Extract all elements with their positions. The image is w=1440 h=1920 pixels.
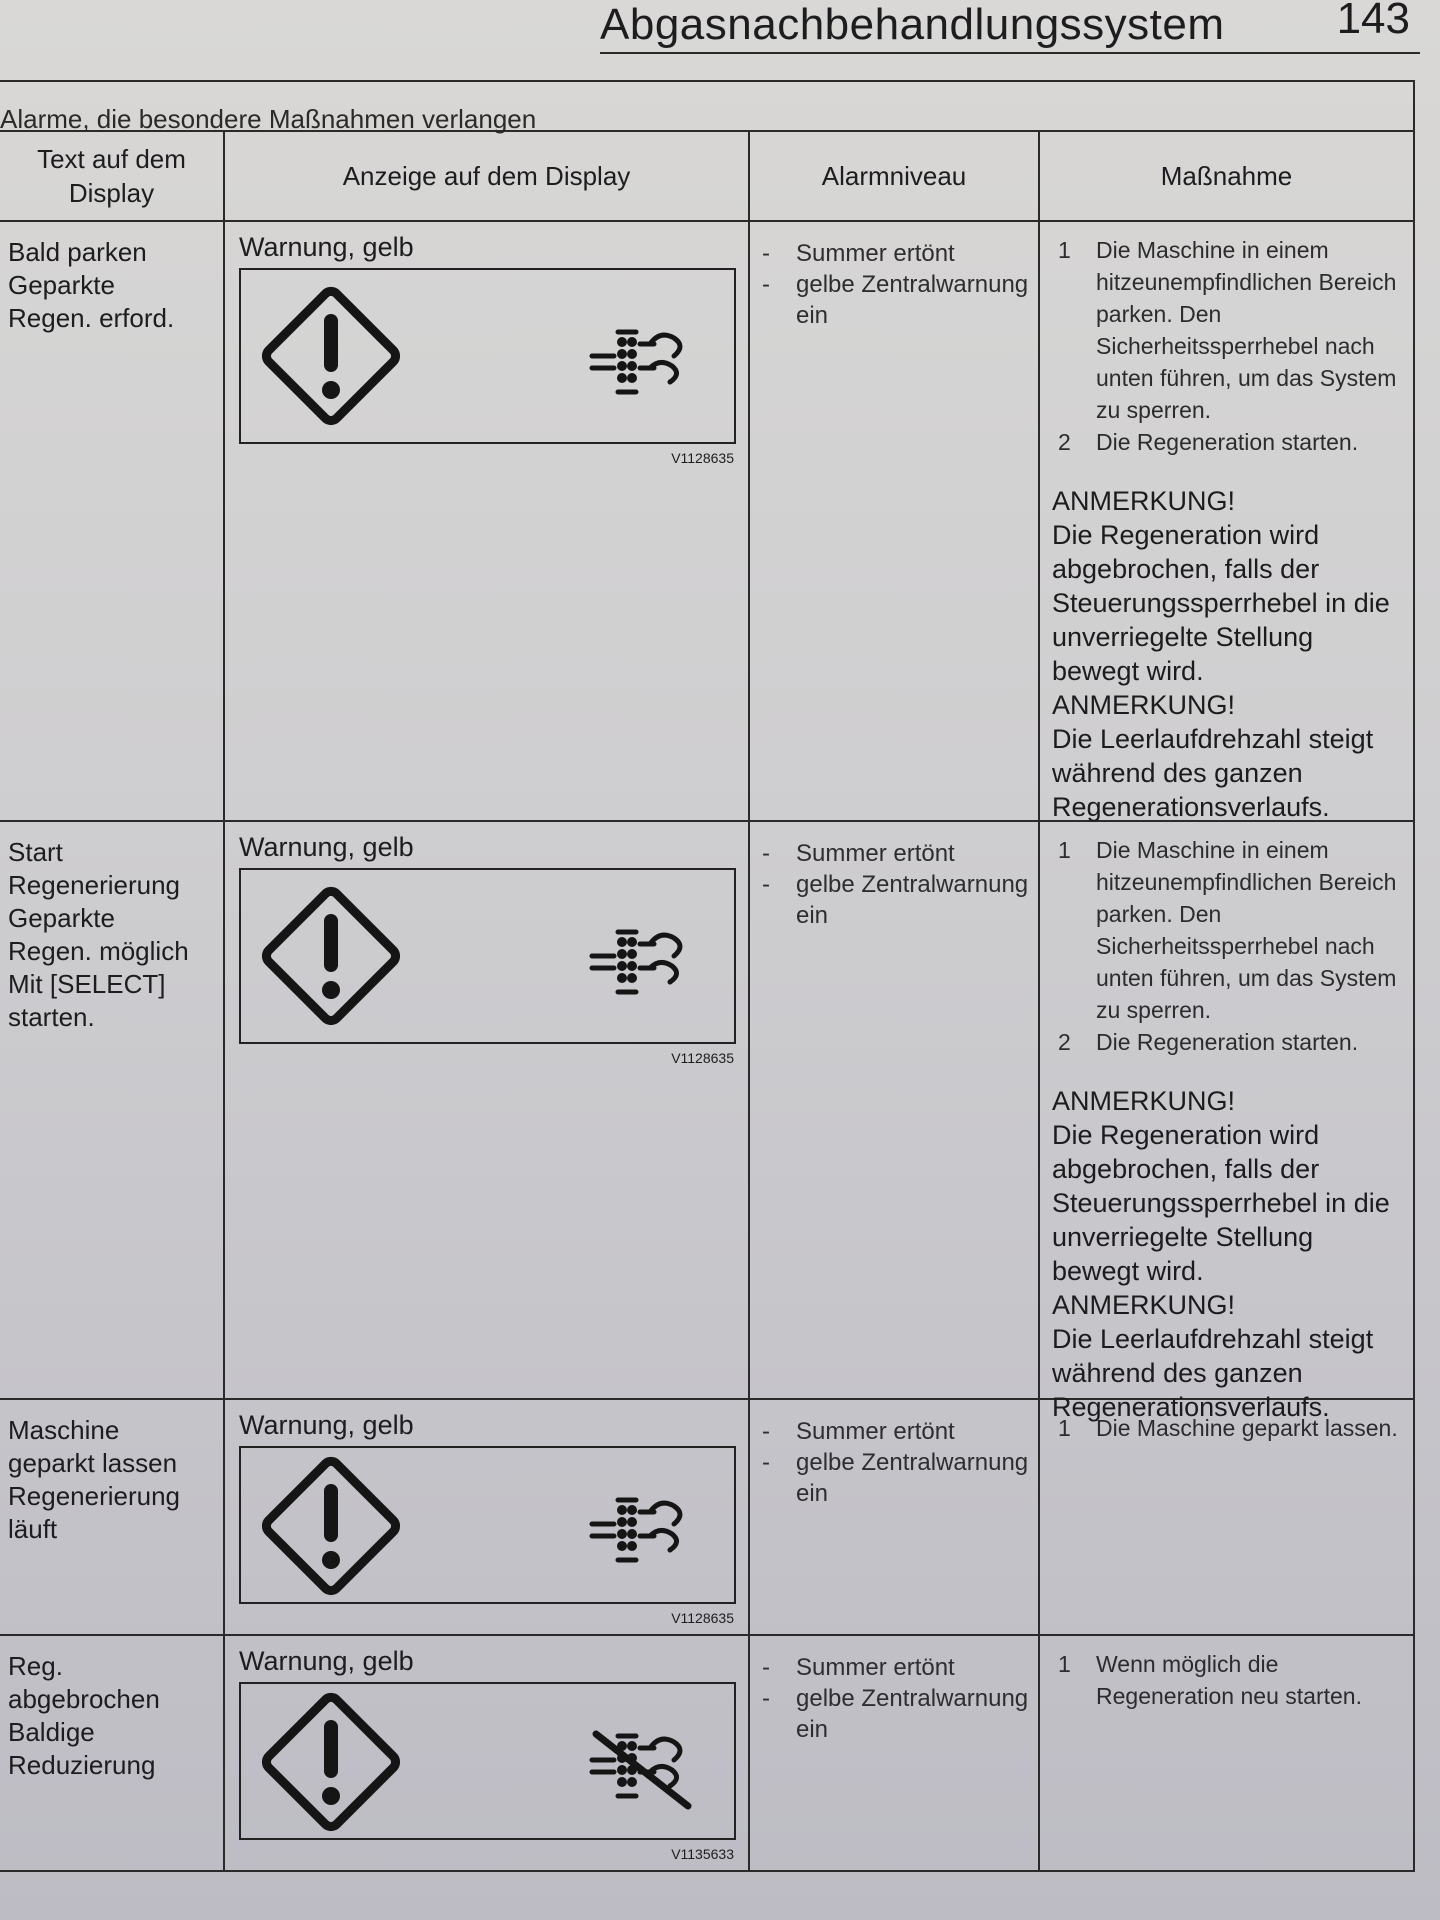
step-number: 1	[1058, 237, 1071, 263]
step-text: Wenn möglich die Regeneration neu starten.	[1096, 1651, 1362, 1709]
list-dash: -	[762, 1418, 770, 1445]
page-number: 143	[1336, 0, 1410, 43]
list-dash: -	[762, 240, 770, 267]
alarm-level-cell	[750, 1636, 1040, 1872]
display-text-cell	[0, 1400, 225, 1636]
column-header-display-indicator: Anzeige auf dem Display	[225, 132, 750, 222]
alarm-level-cell	[750, 222, 1040, 822]
display-indicator-cell	[225, 1400, 750, 1636]
action-cell	[1040, 1636, 1413, 1872]
list-dash: -	[762, 271, 770, 298]
note-title: ANMERKUNG!	[1052, 486, 1236, 516]
note-text: Die Leerlaufdrehzahl steigt während des ganzen Regenerationsverlaufs.	[1052, 1324, 1374, 1422]
display-text-line: Reduzierung	[8, 1750, 156, 1780]
dpf-regeneration-icon	[588, 1494, 698, 1574]
alarm-list-item	[762, 869, 1030, 931]
alarm-level-cell	[750, 1400, 1040, 1636]
display-indicator-cell	[225, 1636, 750, 1872]
display-text-cell	[0, 1636, 225, 1872]
note-title: ANMERKUNG!	[1052, 690, 1236, 720]
warning-diamond-icon	[261, 1692, 401, 1832]
display-screen-illustration	[239, 868, 736, 1044]
warning-diamond-icon	[261, 286, 401, 426]
column-header-alarm-level: Alarmniveau	[750, 132, 1040, 222]
alarm-text: Summer ertönt	[796, 840, 955, 867]
display-text-line: abgebrochen	[8, 1684, 160, 1714]
display-screen-illustration	[239, 268, 736, 444]
step-number: 1	[1058, 1651, 1071, 1677]
step-number: 2	[1058, 1029, 1071, 1055]
regeneration-disabled-icon	[588, 1730, 698, 1810]
alarm-table	[0, 80, 1415, 1872]
display-text-line: Geparkte	[8, 270, 115, 300]
note-text: Die Regeneration wird abgebrochen, falls der Steuerungssperrhebel in die unverriegelte Stellung bewegt wird.	[1052, 1120, 1390, 1286]
dpf-regeneration-icon	[588, 326, 698, 406]
alarm-text: gelbe Zentralwarnung ein	[796, 871, 1029, 929]
action-step	[1052, 1026, 1405, 1058]
step-text: Die Maschine in einem hitzeunempfindlichen Bereich parken. Den Sicherheitssperrhebel nach unten führen, um das System zu sperren.	[1096, 837, 1397, 1023]
list-dash: -	[762, 1449, 770, 1476]
action-step	[1052, 1412, 1405, 1444]
list-dash: -	[762, 1654, 770, 1681]
warning-level-label: Warnung, gelb	[239, 832, 414, 862]
alarm-list-item	[762, 1683, 1030, 1745]
notes-block	[1052, 484, 1405, 824]
dpf-regeneration-icon	[588, 926, 698, 1006]
notes-block	[1052, 1084, 1405, 1424]
display-indicator-cell	[225, 822, 750, 1400]
list-dash: -	[762, 1685, 770, 1712]
image-reference-code: V1128635	[671, 1050, 734, 1066]
warning-level-label: Warnung, gelb	[239, 1646, 414, 1676]
alarm-text: gelbe Zentralwarnung ein	[796, 1685, 1029, 1743]
alarm-level-cell	[750, 822, 1040, 1400]
display-text-line: Regenerierung	[8, 1481, 181, 1511]
display-text-line: läuft	[8, 1514, 58, 1544]
alarm-text: gelbe Zentralwarnung ein	[796, 271, 1029, 329]
action-step	[1052, 834, 1405, 1026]
step-number: 2	[1058, 429, 1071, 455]
display-indicator-cell	[225, 222, 750, 822]
display-text-line: Geparkte	[8, 903, 115, 933]
table-caption: Alarme, die besondere Maßnahmen verlangen	[0, 82, 1413, 132]
display-text-line: Regen. möglich	[8, 936, 189, 966]
note-title: ANMERKUNG!	[1052, 1086, 1236, 1116]
image-reference-code: V1128635	[671, 450, 734, 466]
table-grid	[0, 132, 1413, 1872]
alarm-list-item	[762, 238, 1030, 269]
alarm-text: Summer ertönt	[796, 1654, 955, 1681]
alarm-list-item	[762, 1416, 1030, 1447]
display-text-line: Bald parken	[8, 237, 147, 267]
alarm-text: Summer ertönt	[796, 240, 955, 267]
warning-diamond-icon	[261, 1456, 401, 1596]
alarm-list-item	[762, 1652, 1030, 1683]
list-dash: -	[762, 840, 770, 867]
alarm-text: gelbe Zentralwarnung ein	[796, 1449, 1029, 1507]
display-text-line: Regenerierung	[8, 870, 181, 900]
action-cell	[1040, 222, 1413, 822]
action-cell	[1040, 822, 1413, 1422]
warning-level-label: Warnung, gelb	[239, 232, 414, 262]
display-text-line: Maschine	[8, 1415, 120, 1445]
display-text-line: Regen. erford.	[8, 303, 175, 333]
alarm-list-item	[762, 838, 1030, 869]
image-reference-code: V1128635	[671, 1610, 734, 1626]
action-cell	[1040, 1400, 1413, 1636]
alarm-list-item	[762, 269, 1030, 331]
action-step	[1052, 234, 1405, 426]
column-header-action: Maßnahme	[1040, 132, 1413, 222]
display-screen-illustration	[239, 1682, 736, 1840]
step-text: Die Regeneration starten.	[1096, 429, 1359, 455]
step-text: Die Maschine in einem hitzeunempfindlichen Bereich parken. Den Sicherheitssperrhebel nach unten führen, um das System zu sperren.	[1096, 237, 1397, 423]
list-dash: -	[762, 871, 770, 898]
action-step	[1052, 1648, 1405, 1712]
page-title: Abgasnachbehandlungssystem	[600, 0, 1225, 49]
page-header	[600, 0, 1420, 54]
warning-level-label: Warnung, gelb	[239, 1410, 414, 1440]
display-text-cell	[0, 822, 225, 1400]
display-text-line: starten.	[8, 1002, 95, 1032]
image-reference-code: V1135633	[671, 1846, 734, 1862]
alarm-list-item	[762, 1447, 1030, 1509]
step-number: 1	[1058, 837, 1071, 863]
display-text-line: Reg.	[8, 1651, 63, 1681]
display-text-line: Mit [SELECT]	[8, 969, 166, 999]
note-text: Die Regeneration wird abgebrochen, falls der Steuerungssperrhebel in die unverriegelte Stellung bewegt wird.	[1052, 520, 1390, 686]
warning-diamond-icon	[261, 886, 401, 1026]
step-text: Die Regeneration starten.	[1096, 1029, 1359, 1055]
step-number: 1	[1058, 1415, 1071, 1441]
display-text-line: Baldige	[8, 1717, 95, 1747]
alarm-text: Summer ertönt	[796, 1418, 955, 1445]
display-screen-illustration	[239, 1446, 736, 1604]
note-title: ANMERKUNG!	[1052, 1290, 1236, 1320]
note-text: Die Leerlaufdrehzahl steigt während des ganzen Regenerationsverlaufs.	[1052, 724, 1374, 822]
action-step	[1052, 426, 1405, 458]
display-text-line: Start	[8, 837, 63, 867]
step-text: Die Maschine geparkt lassen.	[1096, 1415, 1398, 1441]
display-text-line: geparkt lassen	[8, 1448, 178, 1478]
column-header-display-text: Text auf dem Display	[0, 132, 225, 222]
display-text-cell	[0, 222, 225, 822]
